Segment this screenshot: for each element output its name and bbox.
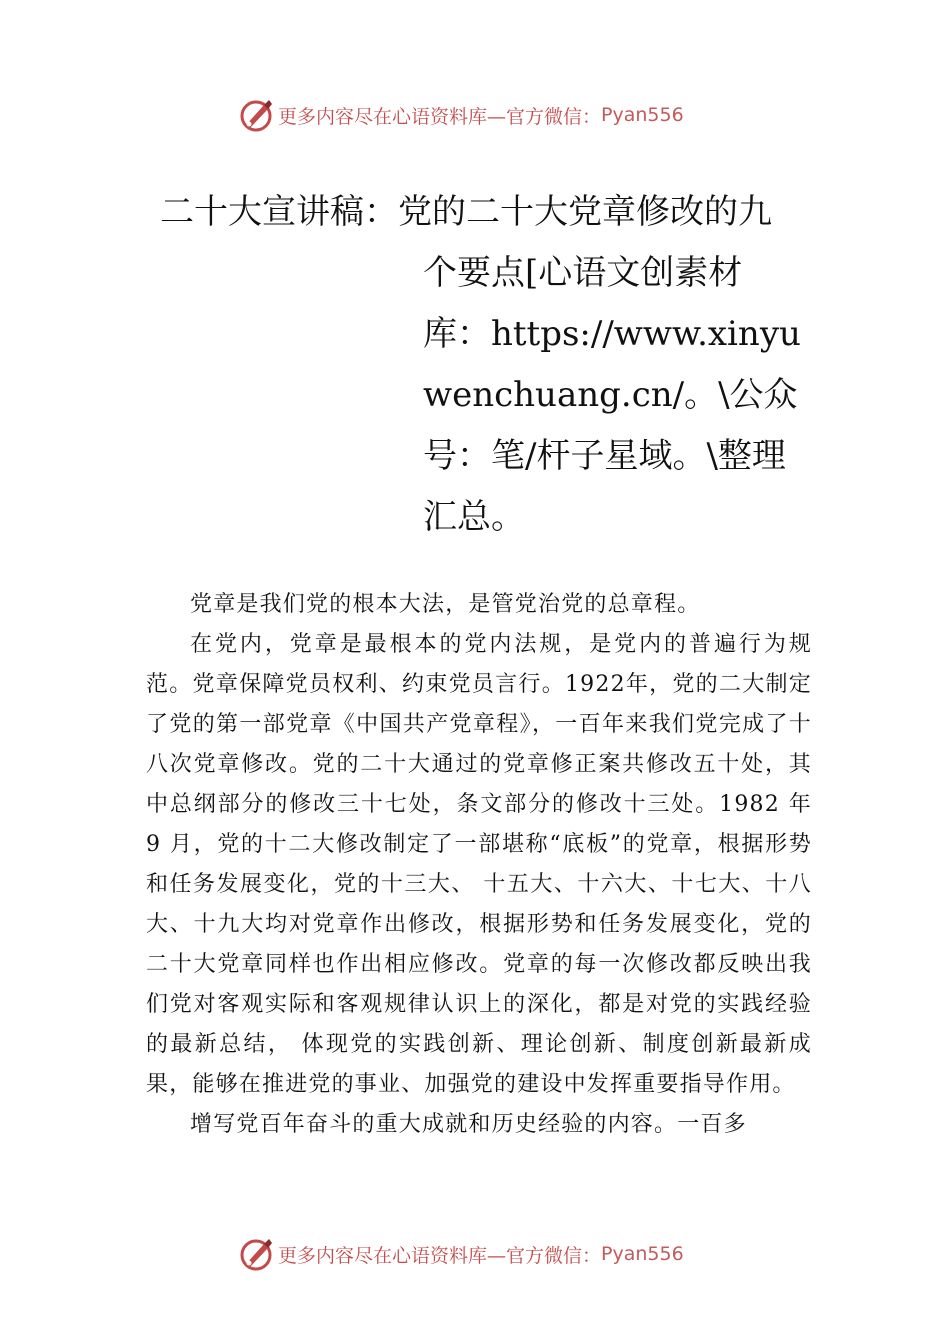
- paragraph: 增写党百年奋斗的重大成就和历史经验的内容。一百多: [190, 1112, 747, 1137]
- pen-logo-icon: [238, 97, 274, 133]
- document-title: [160, 182, 820, 548]
- banner-text: 更多内容尽在心语资料库—官方微信：: [278, 105, 602, 128]
- banner-wechat-id: Pyan556: [601, 104, 684, 126]
- footer-banner: [0, 1234, 950, 1274]
- title-continuation: 个要点[心语文创素材库：https://www.xinyuwenchuang.cn/。\公众号：笔/杆子星域。\整理汇总。: [423, 253, 801, 537]
- document-body: [146, 585, 812, 1145]
- pen-logo-icon: [238, 1236, 274, 1272]
- banner-wechat-id: Pyan556: [601, 1243, 684, 1265]
- title-line-1: 二十大宣讲稿：党的二十大党章修改的九: [160, 192, 772, 232]
- paragraph: 在党内，党章是最根本的党内法规，是党内的普遍行为规范。党章保障党员权利、约束党员言行。1922年，党的二大制定了党的第一部党章《中国共产党章程》，一百年来我们党完成了十八次党章修改。党的二十大通过的党章修正案共修改五十处，其中总纲部分的修改三十七处，条文部分的修改十三处。1982 年 9 月，党的十二大修改制定了一部堪称“底板”的党章，根据形势和任务发展变化，党的十三大、 十五大、十六大、十七大、十八大、十九大均对党章作出修改，根据形势和任务发展变化，党的二十大党章同样也作出相应修改。党章的每一次修改都反映出我们党对客观实际和客观规律认识上的深化，都是对党的实践经验的最新总结， 体现党的实践创新、理论创新、制度创新最新成果，能够在推进党的事业、加强党的建设中发挥重要指导作用。: [146, 632, 812, 1097]
- banner-text: 更多内容尽在心语资料库—官方微信：: [278, 1244, 602, 1267]
- header-banner: [0, 95, 950, 135]
- paragraph: 党章是我们党的根本大法，是管党治党的总章程。: [190, 592, 701, 617]
